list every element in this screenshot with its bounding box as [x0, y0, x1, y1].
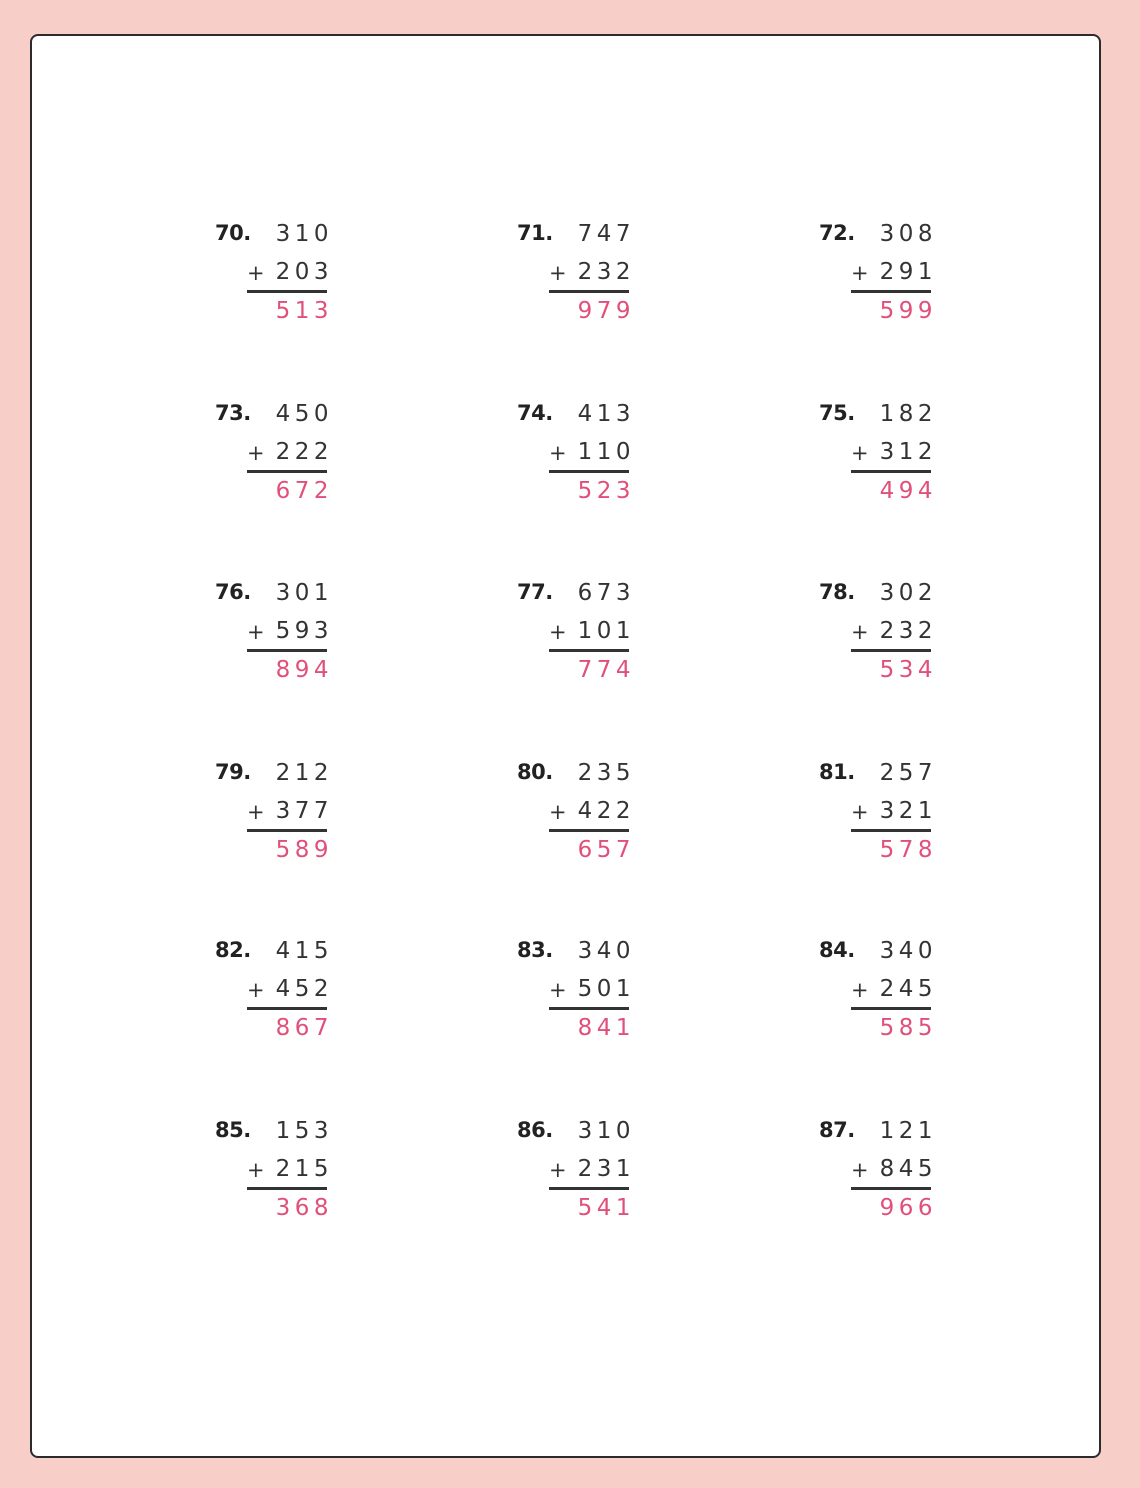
addend-bottom: 222	[275, 439, 333, 465]
sum-line	[549, 829, 629, 832]
addend-bottom: 452	[275, 976, 333, 1002]
addend-top: 310	[275, 221, 333, 247]
addend-bottom: 422	[577, 798, 635, 824]
worksheet-page	[30, 34, 1101, 1458]
plus-sign: +	[247, 441, 265, 465]
problem-82	[215, 938, 355, 1048]
answer: 966	[879, 1195, 937, 1221]
plus-sign: +	[549, 261, 567, 285]
problem-number: 72.	[819, 221, 855, 245]
answer: 541	[577, 1195, 635, 1221]
answer: 585	[879, 1015, 937, 1041]
answer: 979	[577, 298, 635, 324]
answer: 578	[879, 837, 937, 863]
plus-sign: +	[549, 620, 567, 644]
problem-75	[819, 401, 959, 511]
addend-bottom: 312	[879, 439, 937, 465]
addend-bottom: 232	[577, 259, 635, 285]
addend-bottom: 232	[879, 618, 937, 644]
problem-76	[215, 580, 355, 690]
addend-top: 182	[879, 401, 937, 427]
plus-sign: +	[851, 800, 869, 824]
plus-sign: +	[549, 800, 567, 824]
addend-bottom: 215	[275, 1156, 333, 1182]
sum-line	[851, 829, 931, 832]
problem-80	[517, 760, 657, 870]
addend-top: 415	[275, 938, 333, 964]
problem-number: 76.	[215, 580, 251, 604]
addend-bottom: 845	[879, 1156, 937, 1182]
sum-line	[549, 1007, 629, 1010]
addend-top: 413	[577, 401, 635, 427]
addend-bottom: 231	[577, 1156, 635, 1182]
answer: 368	[275, 1195, 333, 1221]
problem-number: 83.	[517, 938, 553, 962]
problem-72	[819, 221, 959, 331]
addend-top: 310	[577, 1118, 635, 1144]
problem-77	[517, 580, 657, 690]
problem-number: 78.	[819, 580, 855, 604]
problem-number: 85.	[215, 1118, 251, 1142]
problem-number: 77.	[517, 580, 553, 604]
sum-line	[851, 290, 931, 293]
plus-sign: +	[549, 1158, 567, 1182]
problem-79	[215, 760, 355, 870]
addend-bottom: 245	[879, 976, 937, 1002]
answer: 599	[879, 298, 937, 324]
answer: 894	[275, 657, 333, 683]
addend-bottom: 110	[577, 439, 635, 465]
plus-sign: +	[851, 978, 869, 1002]
sum-line	[851, 649, 931, 652]
addend-bottom: 291	[879, 259, 937, 285]
answer: 841	[577, 1015, 635, 1041]
addend-top: 308	[879, 221, 937, 247]
problem-number: 87.	[819, 1118, 855, 1142]
addend-top: 302	[879, 580, 937, 606]
plus-sign: +	[247, 1158, 265, 1182]
plus-sign: +	[247, 978, 265, 1002]
addend-top: 257	[879, 760, 937, 786]
plus-sign: +	[549, 441, 567, 465]
sum-line	[247, 829, 327, 832]
addend-top: 121	[879, 1118, 937, 1144]
problem-85	[215, 1118, 355, 1228]
plus-sign: +	[549, 978, 567, 1002]
problem-81	[819, 760, 959, 870]
answer: 589	[275, 837, 333, 863]
plus-sign: +	[851, 261, 869, 285]
problem-70	[215, 221, 355, 331]
addend-top: 747	[577, 221, 635, 247]
addend-bottom: 321	[879, 798, 937, 824]
sum-line	[851, 1187, 931, 1190]
addend-bottom: 101	[577, 618, 635, 644]
addend-top: 153	[275, 1118, 333, 1144]
answer: 774	[577, 657, 635, 683]
problem-71	[517, 221, 657, 331]
addend-top: 673	[577, 580, 635, 606]
problem-number: 80.	[517, 760, 553, 784]
problem-86	[517, 1118, 657, 1228]
sum-line	[247, 470, 327, 473]
addend-bottom: 377	[275, 798, 333, 824]
answer: 867	[275, 1015, 333, 1041]
problem-number: 84.	[819, 938, 855, 962]
sum-line	[549, 290, 629, 293]
problem-number: 79.	[215, 760, 251, 784]
sum-line	[851, 470, 931, 473]
sum-line	[247, 649, 327, 652]
problem-number: 75.	[819, 401, 855, 425]
addend-top: 450	[275, 401, 333, 427]
problem-73	[215, 401, 355, 511]
problem-number: 70.	[215, 221, 251, 245]
plus-sign: +	[247, 261, 265, 285]
addend-top: 301	[275, 580, 333, 606]
sum-line	[549, 649, 629, 652]
problem-number: 73.	[215, 401, 251, 425]
problem-number: 81.	[819, 760, 855, 784]
addend-top: 212	[275, 760, 333, 786]
answer: 672	[275, 478, 333, 504]
problem-84	[819, 938, 959, 1048]
problem-78	[819, 580, 959, 690]
plus-sign: +	[851, 620, 869, 644]
sum-line	[247, 1007, 327, 1010]
problem-83	[517, 938, 657, 1048]
addend-bottom: 203	[275, 259, 333, 285]
addend-top: 340	[879, 938, 937, 964]
addend-bottom: 501	[577, 976, 635, 1002]
sum-line	[549, 470, 629, 473]
answer: 513	[275, 298, 333, 324]
answer: 534	[879, 657, 937, 683]
problem-87	[819, 1118, 959, 1228]
problem-number: 82.	[215, 938, 251, 962]
sum-line	[247, 1187, 327, 1190]
addend-bottom: 593	[275, 618, 333, 644]
problem-number: 86.	[517, 1118, 553, 1142]
problem-number: 71.	[517, 221, 553, 245]
answer: 523	[577, 478, 635, 504]
plus-sign: +	[851, 441, 869, 465]
answer: 494	[879, 478, 937, 504]
plus-sign: +	[851, 1158, 869, 1182]
sum-line	[247, 290, 327, 293]
answer: 657	[577, 837, 635, 863]
addend-top: 340	[577, 938, 635, 964]
addend-top: 235	[577, 760, 635, 786]
plus-sign: +	[247, 620, 265, 644]
plus-sign: +	[247, 800, 265, 824]
sum-line	[851, 1007, 931, 1010]
problem-number: 74.	[517, 401, 553, 425]
problem-74	[517, 401, 657, 511]
sum-line	[549, 1187, 629, 1190]
